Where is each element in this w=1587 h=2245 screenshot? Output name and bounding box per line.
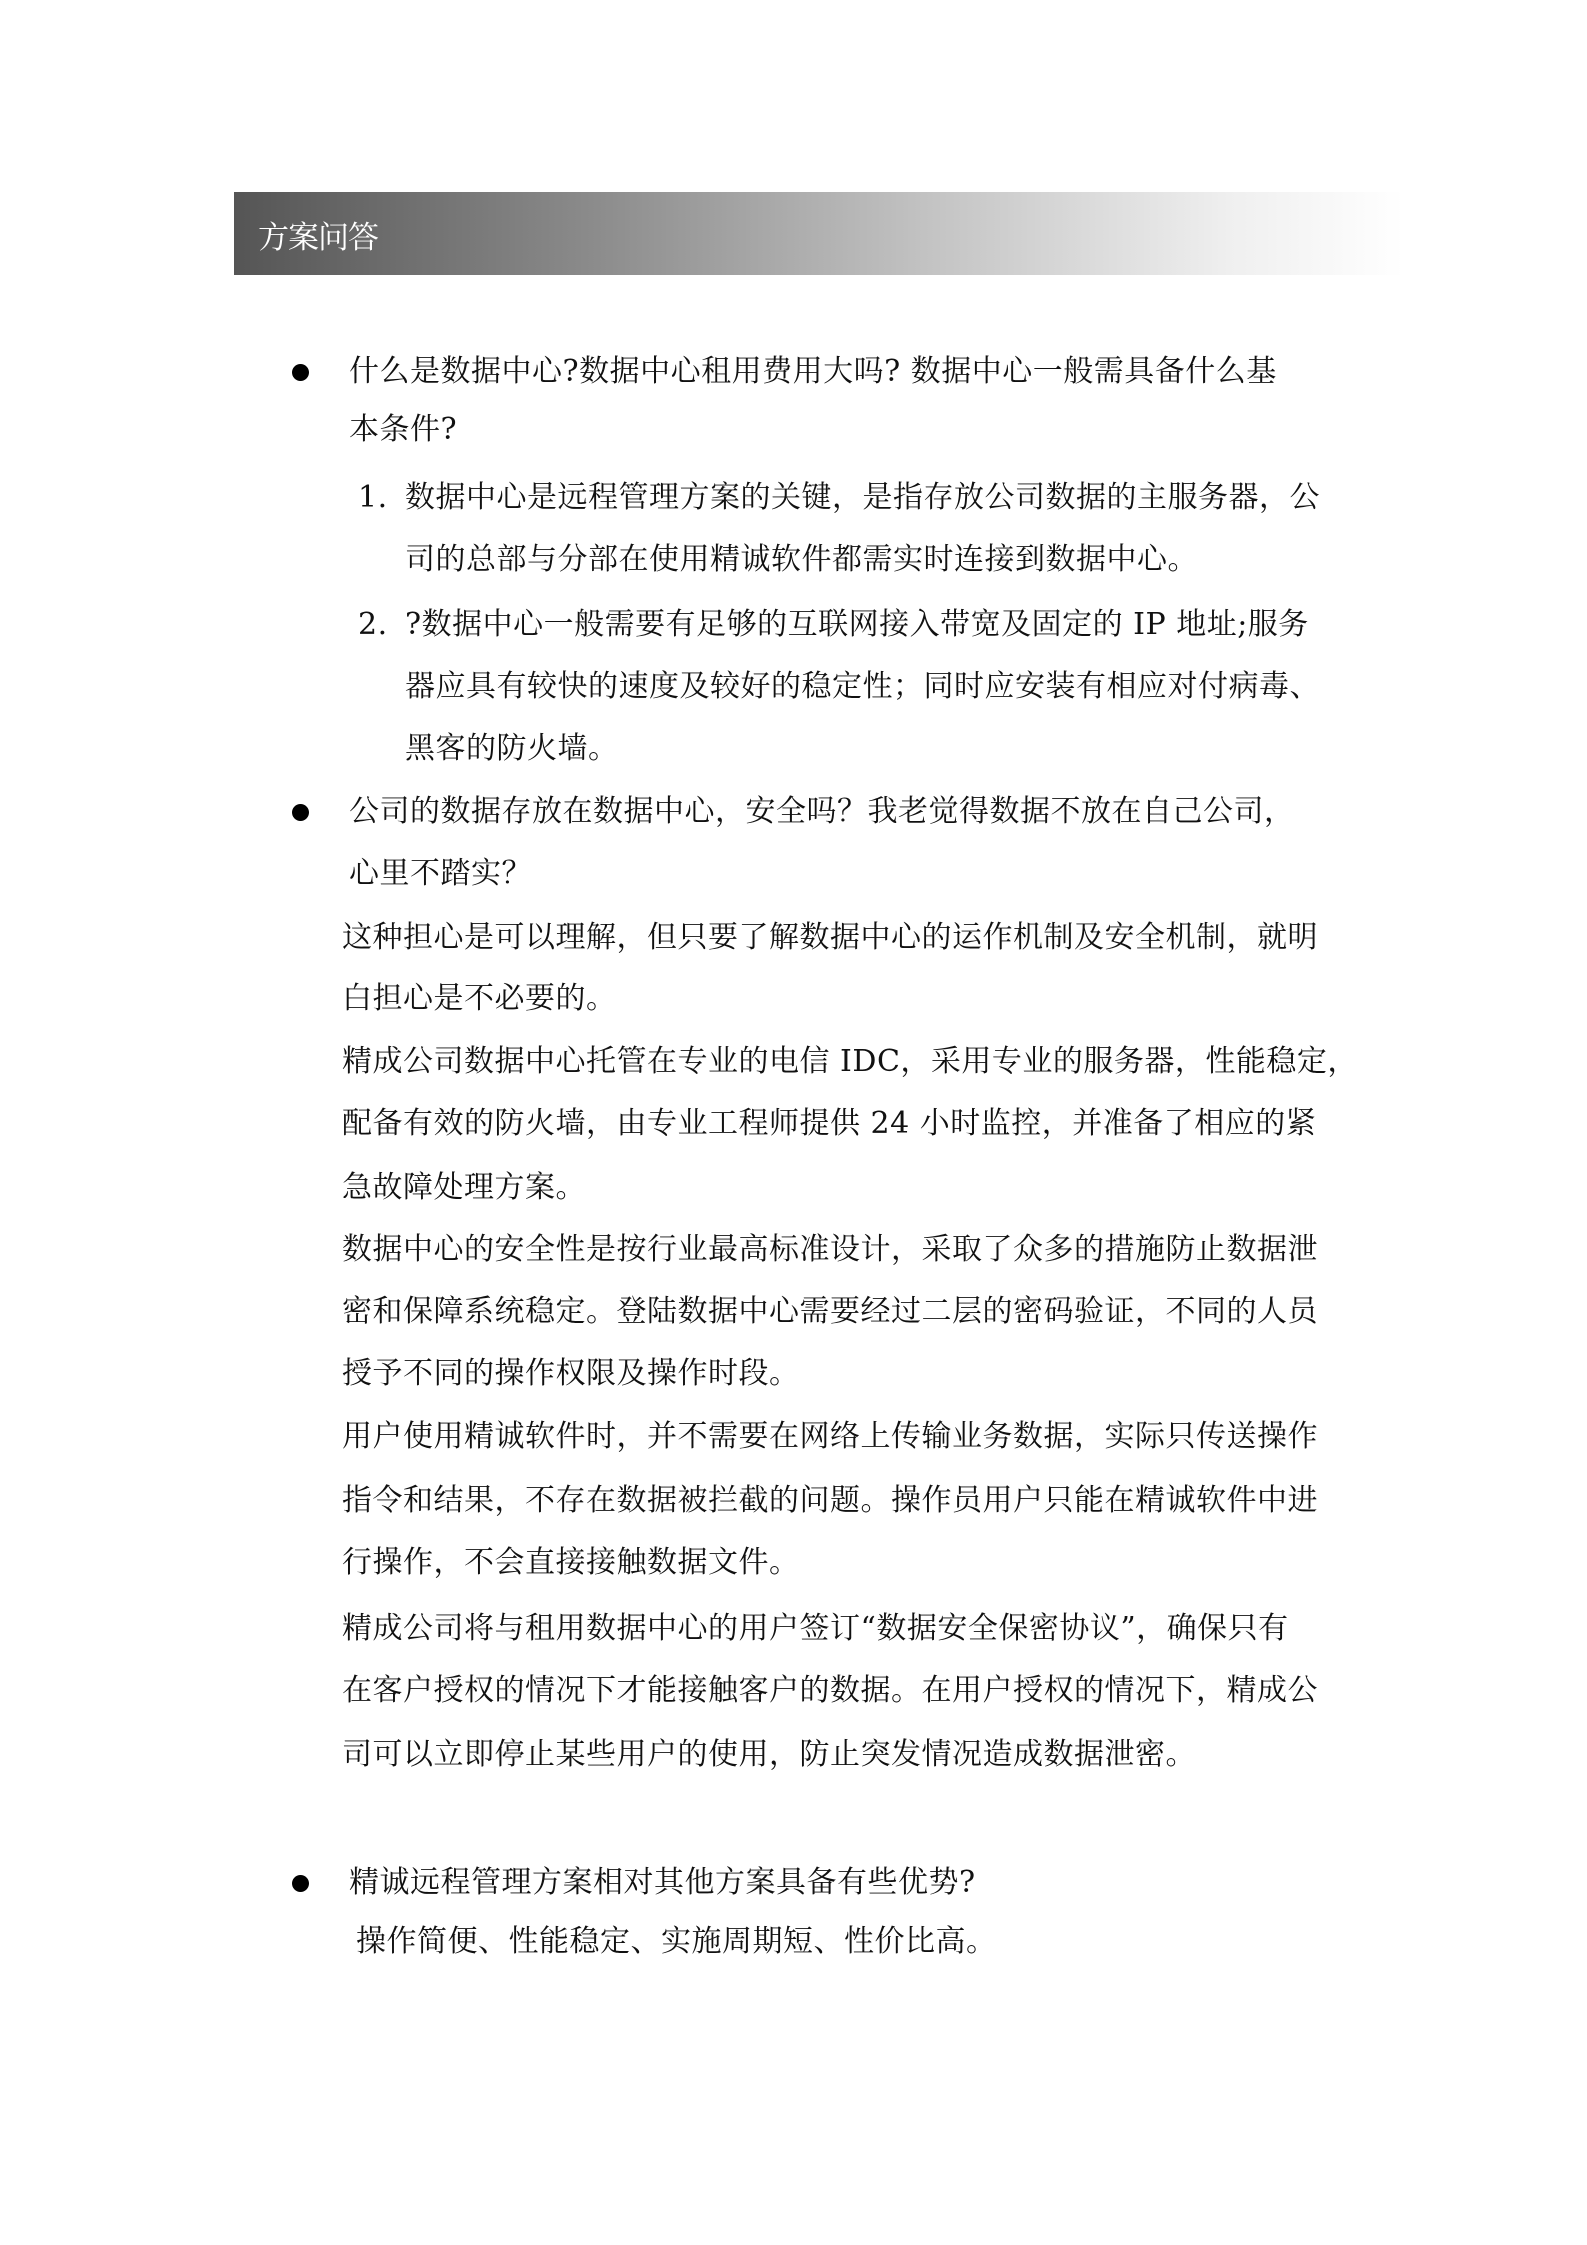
- section-title: 方案问答: [258, 220, 378, 256]
- list-number: 2.: [358, 607, 388, 642]
- bullet-icon: [292, 804, 309, 821]
- list-number: 1.: [358, 480, 388, 515]
- answer-text: 这种担心是可以理解，但只要了解数据中心的运作机制及安全机制，就明: [342, 920, 1318, 955]
- answer-text: 指令和结果，不存在数据被拦截的问题。操作员用户只能在精诚软件中进: [342, 1483, 1318, 1518]
- question-text: 精诚远程管理方案相对其他方案具备有些优势?: [349, 1865, 976, 1900]
- answer-text: 急故障处理方案。: [342, 1170, 586, 1205]
- answer-text: 在客户授权的情况下才能接触客户的数据。在用户授权的情况下，精成公: [342, 1673, 1318, 1708]
- list-item-text: 器应具有较快的速度及较好的稳定性；同时应安装有相应对付病毒、: [405, 669, 1320, 704]
- bullet-icon: [292, 364, 309, 381]
- question-text: 心里不踏实？: [349, 856, 532, 891]
- answer-text: 用户使用精诚软件时，并不需要在网络上传输业务数据，实际只传送操作: [342, 1419, 1318, 1454]
- list-item-text: ?数据中心一般需要有足够的互联网接入带宽及固定的 IP 地址;服务: [405, 607, 1309, 642]
- list-item-text: 司的总部与分部在使用精诚软件都需实时连接到数据中心。: [405, 542, 1198, 577]
- answer-text: 精成公司数据中心托管在专业的电信 IDC，采用专业的服务器，性能稳定，: [342, 1044, 1358, 1079]
- answer-text: 白担心是不必要的。: [342, 981, 617, 1016]
- answer-text: 数据中心的安全性是按行业最高标准设计，采取了众多的措施防止数据泄: [342, 1232, 1318, 1267]
- answer-text: 行操作，不会直接接触数据文件。: [342, 1545, 800, 1580]
- answer-text: 密和保障系统稳定。登陆数据中心需要经过二层的密码验证，不同的人员: [342, 1294, 1318, 1329]
- answer-text: 授予不同的操作权限及操作时段。: [342, 1356, 800, 1391]
- answer-text: 配备有效的防火墙，由专业工程师提供 24 小时监控，并准备了相应的紧: [342, 1106, 1317, 1141]
- question-text: 公司的数据存放在数据中心，安全吗？我老觉得数据不放在自己公司，: [349, 794, 1295, 829]
- answer-text: 精成公司将与租用数据中心的用户签订“数据安全保密协议”，确保只有: [342, 1611, 1289, 1646]
- question-text: 本条件?: [349, 412, 458, 447]
- answer-text: 司可以立即停止某些用户的使用，防止突发情况造成数据泄密。: [342, 1737, 1196, 1772]
- list-item-text: 黑客的防火墙。: [405, 731, 619, 766]
- bullet-icon: [292, 1875, 309, 1892]
- list-item-text: 数据中心是远程管理方案的关键，是指存放公司数据的主服务器，公: [405, 480, 1320, 515]
- section-header: [234, 192, 1404, 275]
- answer-text: 操作简便、性能稳定、实施周期短、性价比高。: [356, 1924, 997, 1959]
- question-text: 什么是数据中心?数据中心租用费用大吗? 数据中心一般需具备什么基: [349, 354, 1277, 389]
